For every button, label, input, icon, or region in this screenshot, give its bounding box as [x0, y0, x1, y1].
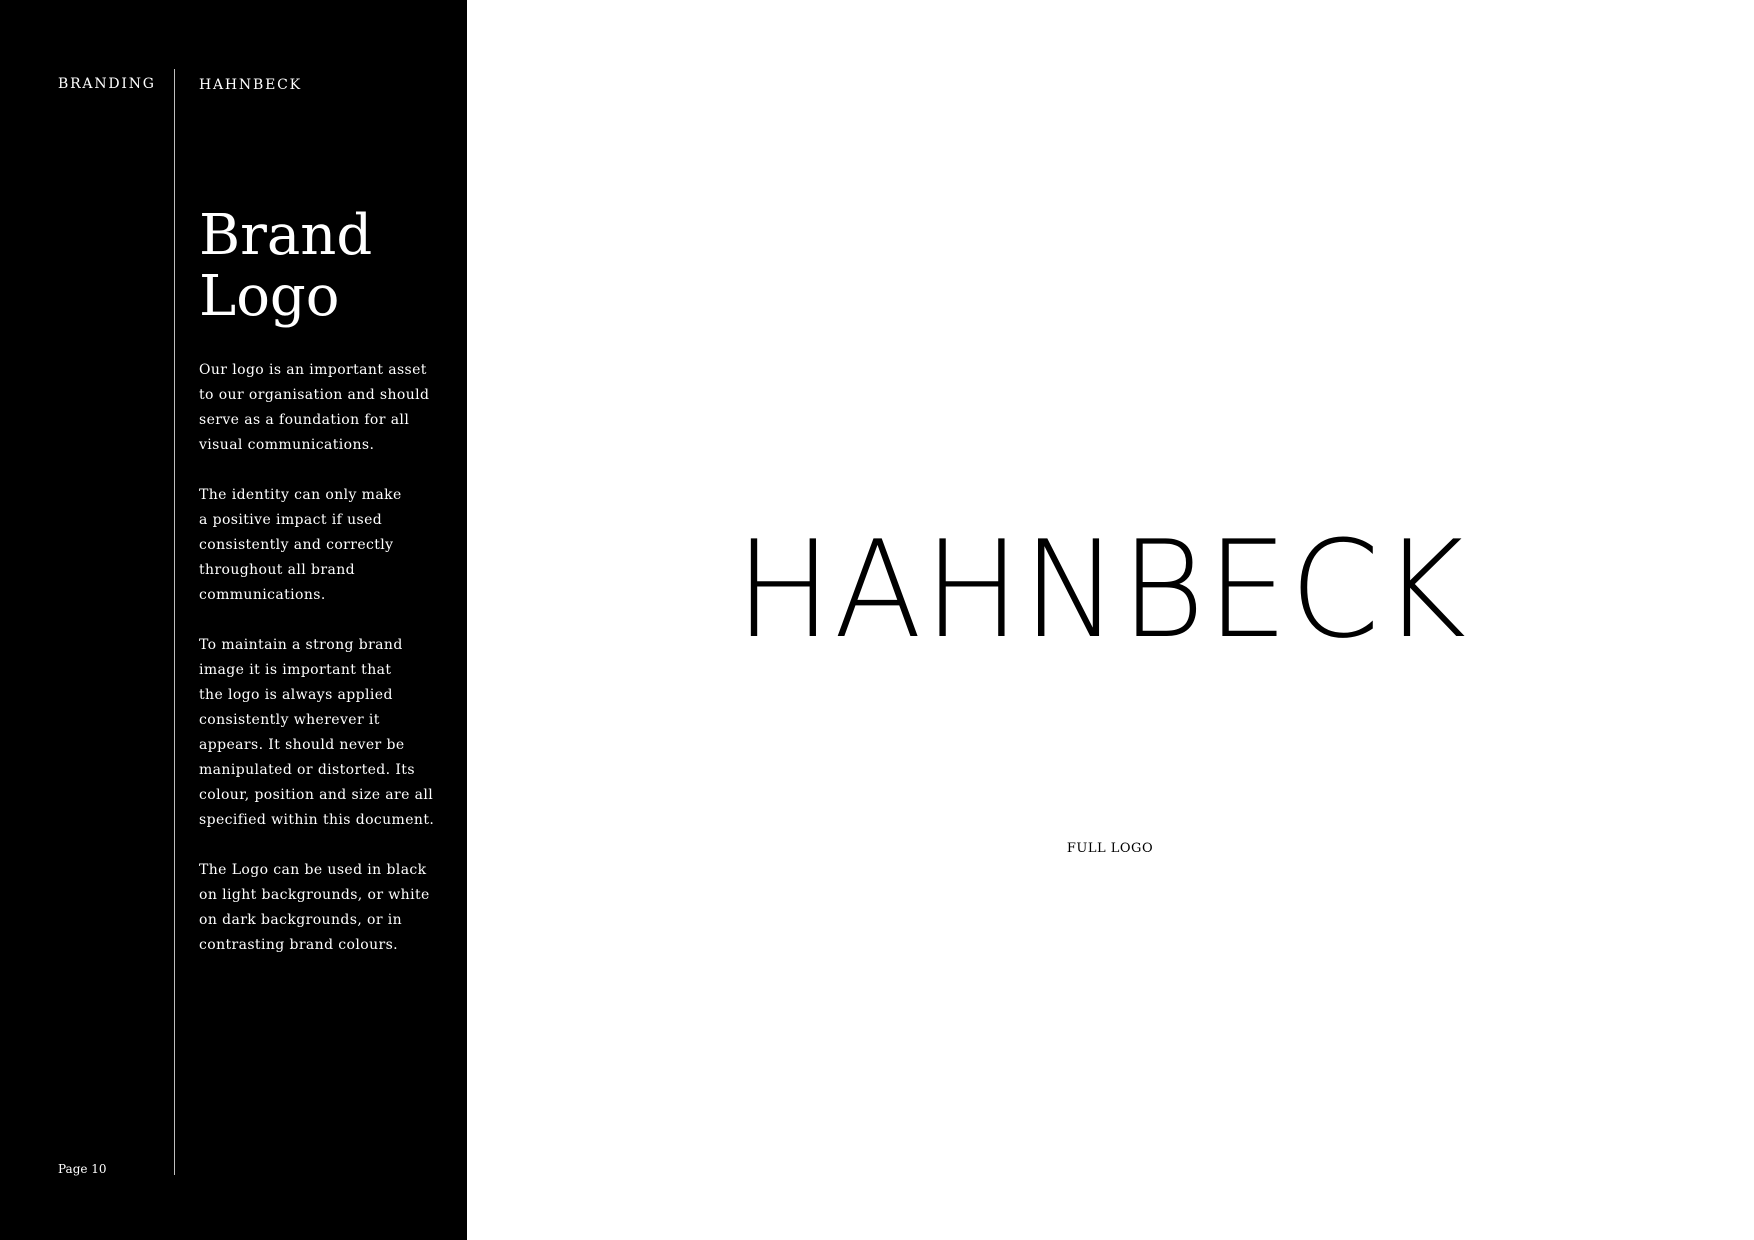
- text-line: The identity can only make: [199, 487, 402, 503]
- text-line: consistently wherever it: [199, 712, 380, 728]
- text-line: manipulated or distorted. Its: [199, 762, 415, 778]
- text-line: on dark backgrounds, or in: [199, 912, 403, 928]
- text-line: Our logo is an important asset: [199, 362, 427, 378]
- text-line: serve as a foundation for all: [199, 412, 410, 428]
- paragraph-logo-asset: [199, 358, 449, 458]
- paragraph-brand-image: [199, 633, 449, 833]
- text-line: to our organisation and should: [199, 387, 430, 403]
- text-line: contrasting brand colours.: [199, 937, 399, 953]
- paragraph-identity: [199, 483, 449, 608]
- page-title: [199, 205, 372, 327]
- text-line: specified within this document.: [199, 812, 435, 828]
- text-line: a positive impact if used: [199, 512, 383, 528]
- body-text: [199, 358, 449, 983]
- sidebar-panel: [0, 0, 467, 1240]
- text-line: on light backgrounds, or white: [199, 887, 430, 903]
- text-line: colour, position and size are all: [199, 787, 434, 803]
- text-line: throughout all brand: [199, 562, 356, 578]
- text-line: the logo is always applied: [199, 687, 393, 703]
- paragraph-logo-colours: [199, 858, 449, 958]
- page-title-line-2: Logo: [199, 264, 340, 329]
- brand-logo-wordmark: HAHNBECK: [735, 512, 1468, 668]
- text-line: To maintain a strong brand: [199, 637, 403, 653]
- text-line: consistently and correctly: [199, 537, 394, 553]
- text-line: appears. It should never be: [199, 737, 405, 753]
- page-number: Page 10: [58, 1162, 107, 1176]
- text-line: communications.: [199, 587, 326, 603]
- text-line: image it is important that: [199, 662, 392, 678]
- vertical-divider: [174, 69, 175, 1175]
- text-line: The Logo can be used in black: [199, 862, 427, 878]
- logo-caption: FULL LOGO: [1066, 841, 1154, 856]
- section-label: BRANDING: [58, 76, 156, 92]
- text-line: visual communications.: [199, 437, 375, 453]
- page-title-line-1: Brand: [199, 203, 373, 268]
- brand-name-label: HAHNBECK: [199, 77, 302, 93]
